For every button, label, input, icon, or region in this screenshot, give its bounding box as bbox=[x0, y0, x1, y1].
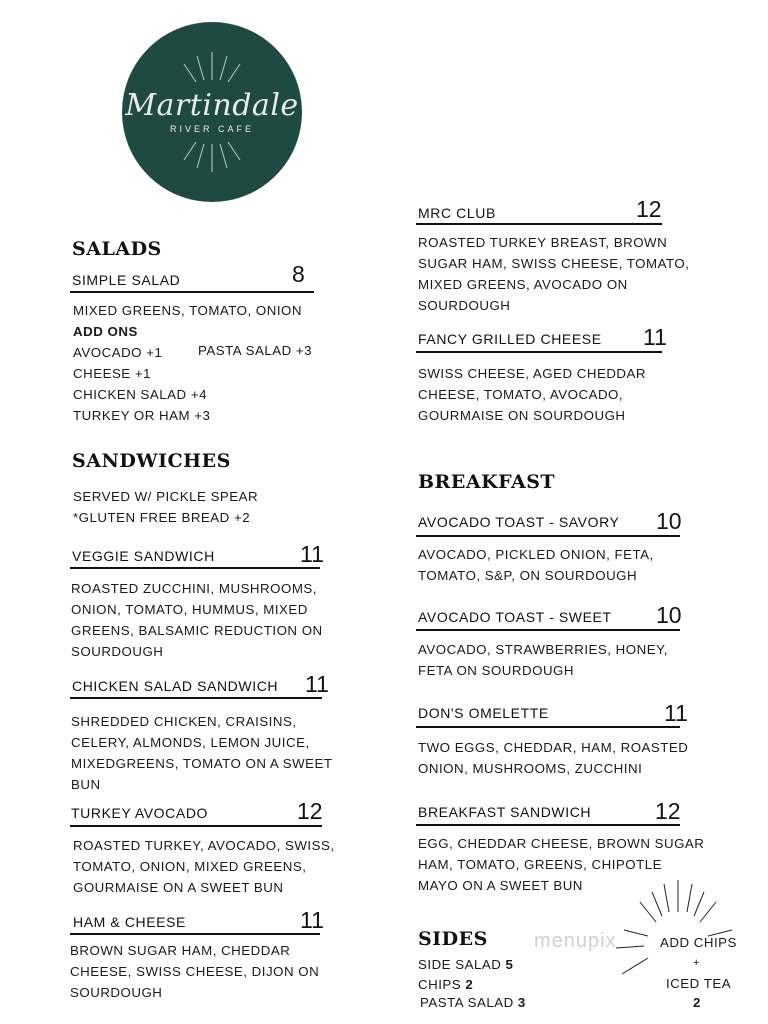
sunburst-icon bbox=[608, 872, 748, 992]
fancy-grilled-cheese-price: 11 bbox=[643, 324, 667, 350]
divider bbox=[416, 629, 680, 631]
divider bbox=[416, 535, 680, 537]
side-item-name: SIDE SALAD bbox=[418, 957, 502, 972]
breakfast-sandwich-name: BREAKFAST SANDWICH bbox=[418, 804, 592, 820]
breakfast-sandwich-desc: EGG, CHEDDAR CHEESE, BROWN SUGAR HAM, TOMATO, GREENS, CHIPOTLE MAYO ON A SWEET BUN bbox=[418, 836, 705, 893]
side-item-name: PASTA SALAD bbox=[420, 995, 514, 1010]
divider bbox=[70, 567, 320, 569]
side-item bbox=[418, 957, 513, 972]
mrc-club-price: 12 bbox=[636, 196, 662, 222]
veggie-sandwich-price: 11 bbox=[300, 541, 324, 567]
add-chips-label: ADD CHIPS bbox=[660, 935, 737, 950]
side-item bbox=[418, 977, 473, 992]
logo-name: Martindale bbox=[125, 88, 299, 123]
divider bbox=[416, 223, 662, 225]
side-item-price: 5 bbox=[505, 957, 514, 972]
chicken-salad-sandwich-desc: SHREDDED CHICKEN, CRAISINS, CELERY, ALMONDS, LEMON JUICE, MIXEDGREENS, TOMATO ON A SWEET BUN bbox=[71, 714, 333, 792]
chicken-salad-sandwich-name: CHICKEN SALAD SANDWICH bbox=[72, 678, 279, 694]
side-item-price: 3 bbox=[517, 995, 526, 1010]
turkey-avocado-desc: ROASTED TURKEY, AVOCADO, SWISS, TOMATO, ONION, MIXED GREENS, GOURMAISE ON A SWEET BUN bbox=[73, 838, 335, 895]
fancy-grilled-cheese-desc: SWISS CHEESE, AGED CHEDDAR CHEESE, TOMATO, AVOCADO, GOURMAISE ON SOURDOUGH bbox=[418, 366, 647, 423]
side-item bbox=[420, 995, 526, 1010]
divider bbox=[70, 697, 322, 699]
veggie-sandwich-desc: ROASTED ZUCCHINI, MUSHROOMS, ONION, TOMATO, HUMMUS, MIXED GREENS, BALSAMIC REDUCTION ON SOURDOUGH bbox=[71, 581, 323, 659]
side-item-name: CHIPS bbox=[418, 977, 462, 992]
dons-omelette-name: DON'S OMELETTE bbox=[418, 705, 549, 721]
ham-cheese-price: 11 bbox=[300, 907, 324, 933]
dons-omelette-desc: TWO EGGS, CHEDDAR, HAM, ROASTED ONION, MUSHROOMS, ZUCCHINI bbox=[418, 740, 689, 776]
divider bbox=[70, 291, 314, 293]
chicken-salad-sandwich-price: 11 bbox=[305, 671, 329, 697]
sides-heading: SIDES bbox=[418, 928, 488, 950]
add-ons-label: ADD ONS bbox=[73, 324, 138, 339]
fancy-grilled-cheese-name: FANCY GRILLED CHEESE bbox=[418, 331, 602, 347]
simple-salad-desc: MIXED GREENS, TOMATO, ONION bbox=[73, 303, 302, 318]
logo-subtitle: RIVER CAFE bbox=[169, 124, 254, 134]
ham-cheese-desc: BROWN SUGAR HAM, CHEDDAR CHEESE, SWISS CHEESE, DIJON ON SOURDOUGH bbox=[70, 943, 320, 1000]
cafe-logo bbox=[122, 22, 302, 202]
add-on-item: AVOCADO +1 bbox=[73, 345, 163, 360]
simple-salad-price: 8 bbox=[292, 261, 305, 287]
mrc-club-desc: ROASTED TURKEY BREAST, BROWN SUGAR HAM, SWISS CHEESE, TOMATO, MIXED GREENS, AVOCADO ON SOURDOUGH bbox=[418, 235, 690, 313]
divider bbox=[416, 824, 680, 826]
avocado-toast-sweet-name: AVOCADO TOAST - SWEET bbox=[418, 609, 612, 625]
avocado-toast-sweet-price: 10 bbox=[656, 602, 682, 628]
iced-tea-label: ICED TEA bbox=[666, 976, 732, 991]
avocado-toast-savory-desc: AVOCADO, PICKLED ONION, FETA, TOMATO, S&P, ON SOURDOUGH bbox=[418, 547, 654, 583]
add-on-item: CHEESE +1 bbox=[73, 366, 152, 381]
sandwiches-note: SERVED W/ PICKLE SPEAR bbox=[73, 489, 259, 504]
veggie-sandwich-name: VEGGIE SANDWICH bbox=[72, 548, 215, 564]
divider bbox=[416, 351, 662, 353]
divider bbox=[70, 933, 320, 935]
breakfast-sandwich-price: 12 bbox=[655, 798, 681, 824]
avocado-toast-savory-name: AVOCADO TOAST - SAVORY bbox=[418, 514, 620, 530]
add-on-pasta-salad: PASTA SALAD +3 bbox=[198, 343, 313, 358]
sandwiches-heading: SANDWICHES bbox=[72, 450, 231, 472]
side-item-price: 2 bbox=[465, 977, 474, 992]
divider bbox=[70, 825, 322, 827]
simple-salad-name: SIMPLE SALAD bbox=[72, 272, 181, 288]
gluten-free-note: *GLUTEN FREE BREAD +2 bbox=[73, 510, 251, 525]
dons-omelette-price: 11 bbox=[664, 700, 688, 726]
breakfast-heading: BREAKFAST bbox=[418, 471, 556, 493]
divider bbox=[416, 726, 680, 728]
plus-label: + bbox=[693, 957, 700, 969]
add-on-item: CHICKEN SALAD +4 bbox=[73, 387, 207, 402]
mrc-club-name: MRC CLUB bbox=[418, 205, 496, 221]
add-chips-price: 2 bbox=[693, 995, 701, 1010]
salads-heading: SALADS bbox=[72, 238, 162, 260]
turkey-avocado-price: 12 bbox=[297, 798, 323, 824]
avocado-toast-sweet-desc: AVOCADO, STRAWBERRIES, HONEY, FETA ON SOURDOUGH bbox=[418, 642, 668, 678]
avocado-toast-savory-price: 10 bbox=[656, 508, 682, 534]
turkey-avocado-name: TURKEY AVOCADO bbox=[71, 805, 209, 821]
add-on-item: TURKEY OR HAM +3 bbox=[73, 408, 211, 423]
ham-cheese-name: HAM & CHEESE bbox=[73, 914, 186, 930]
watermark-text: menupix bbox=[534, 930, 617, 952]
